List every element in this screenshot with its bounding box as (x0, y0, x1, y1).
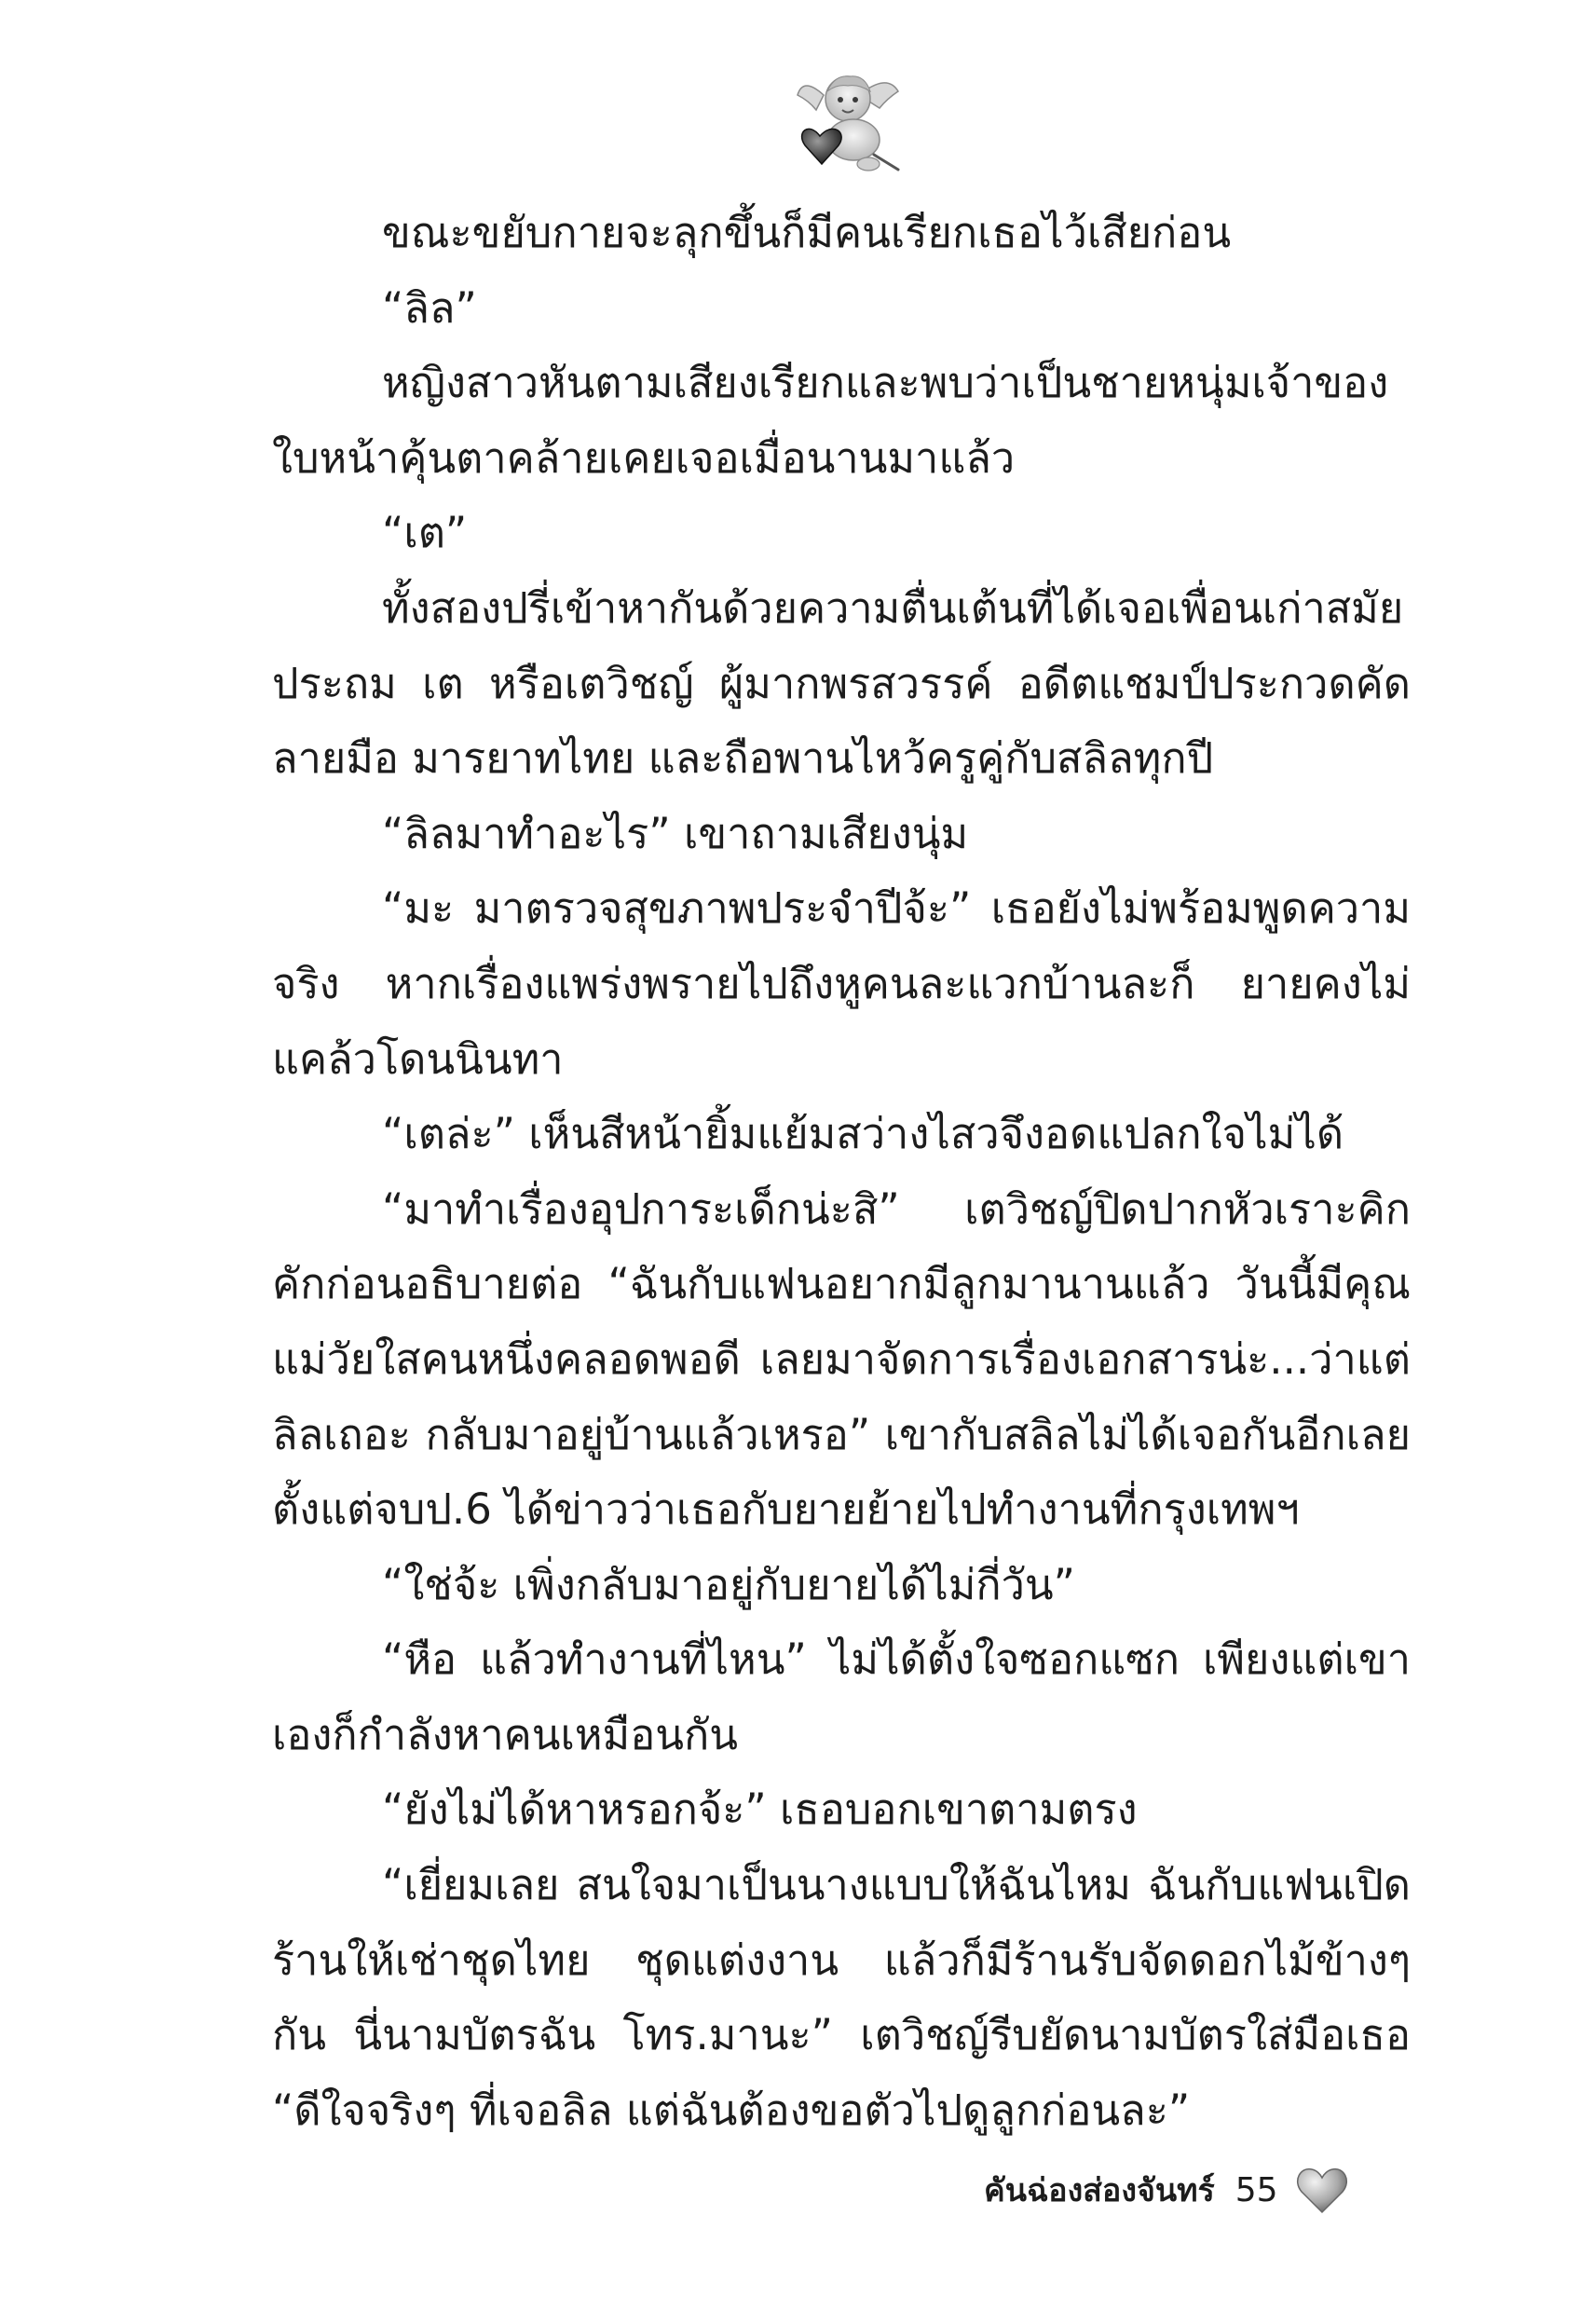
page-number: 55 (1235, 2170, 1278, 2209)
page-footer (984, 2160, 1431, 2220)
book-title: คันฉ่องส่องจันทร์ (984, 2172, 1215, 2209)
paragraph-1: ขณะขยับกายจะลุกขึ้นก็มีคนเรียกเธอไว้เสียก่อน (382, 208, 1232, 257)
heart-icon (1295, 2164, 1349, 2216)
paragraph-7: “มะ มาตรวจสุขภาพประจำปีจ้ะ” เธอยังไม่พร้อมพูดความจริง หากเรื่องแพร่งพรายไปถึงหูคนละแวกบ้านละก็ ยายคงไม่แคล้วโดนนินทา (272, 883, 1411, 1084)
paragraph-6: “ลิลมาทำอะไร” เขาถามเสียงนุ่ม (382, 808, 969, 858)
story-text (272, 196, 1411, 2148)
paragraph-4: “เต” (382, 508, 468, 558)
paragraph-3: หญิงสาวหันตามเสียงเรียกและพบว่าเป็นชายหนุ่มเจ้าของใบหน้าคุ้นตาคล้ายเคยเจอเมื่อนานมาแล้ว (272, 358, 1389, 483)
paragraph-2: “ลิล” (382, 282, 477, 333)
paragraph-13: “เยี่ยมเลย สนใจมาเป็นนางแบบให้ฉันไหม ฉันกับแฟนเปิดร้านให้เช่าชุดไทย ชุดแต่งงาน แล้วก็มีร้านรับจัดดอกไม้ข้างๆ กัน นี่นามบัตรฉัน โทร.มานะ” เตวิชญ์รีบยัดนามบัตรใส่มือเธอ “ดีใจจริงๆ ที่เจอลิล แต่ฉันต้องขอตัวไปดูลูกก่อนละ” (272, 1860, 1411, 2135)
paragraph-10: “ใช่จ้ะ เพิ่งกลับมาอยู่กับยายได้ไม่กี่วัน” (382, 1559, 1075, 1609)
paragraph-9: “มาทำเรื่องอุปการะเด็กน่ะสิ” เตวิชญ์ปิดปากหัวเราะคิกคักก่อนอธิบายต่อ “ฉันกับแฟนอยากมีลูกมานานแล้ว วันนี้มีคุณแม่วัยใสคนหนึ่งคลอดพอดี เลยมาจัดการเรื่องเอกสารน่ะ...ว่าแต่ลิลเถอะ กลับมาอยู่บ้านแล้วเหรอ” เขากับสลิลไม่ได้เจอกันอีกเลยตั้งแต่จบป.6 ได้ข่าวว่าเธอกับยายย้ายไปทำงานที่กรุงเทพฯ (272, 1183, 1411, 1535)
cupid-with-heart-icon (794, 67, 906, 177)
paragraph-12: “ยังไม่ได้หาหรอกจ้ะ” เธอบอกเขาตามตรง (382, 1785, 1138, 1835)
paragraph-8: “เตล่ะ” เห็นสีหน้ายิ้มแย้มสว่างไสวจึงอดแปลกใจไม่ได้ (382, 1109, 1344, 1159)
paragraph-5: ทั้งสองปรี่เข้าหากันด้วยความตื่นเต้นที่ได้เจอเพื่อนเก่าสมัยประถม เต หรือเตวิชญ์ ผู้มากพรสวรรค์ อดีตแชมป์ประกวดคัดลายมือ มารยาทไทย และถือพานไหว้ครูคู่กับสลิลทุกปี (272, 582, 1411, 784)
paragraph-11: “หือ แล้วทำงานที่ไหน” ไม่ได้ตั้งใจซอกแซก เพียงแต่เขาเองก็กำลังหาคนเหมือนกัน (272, 1634, 1411, 1759)
